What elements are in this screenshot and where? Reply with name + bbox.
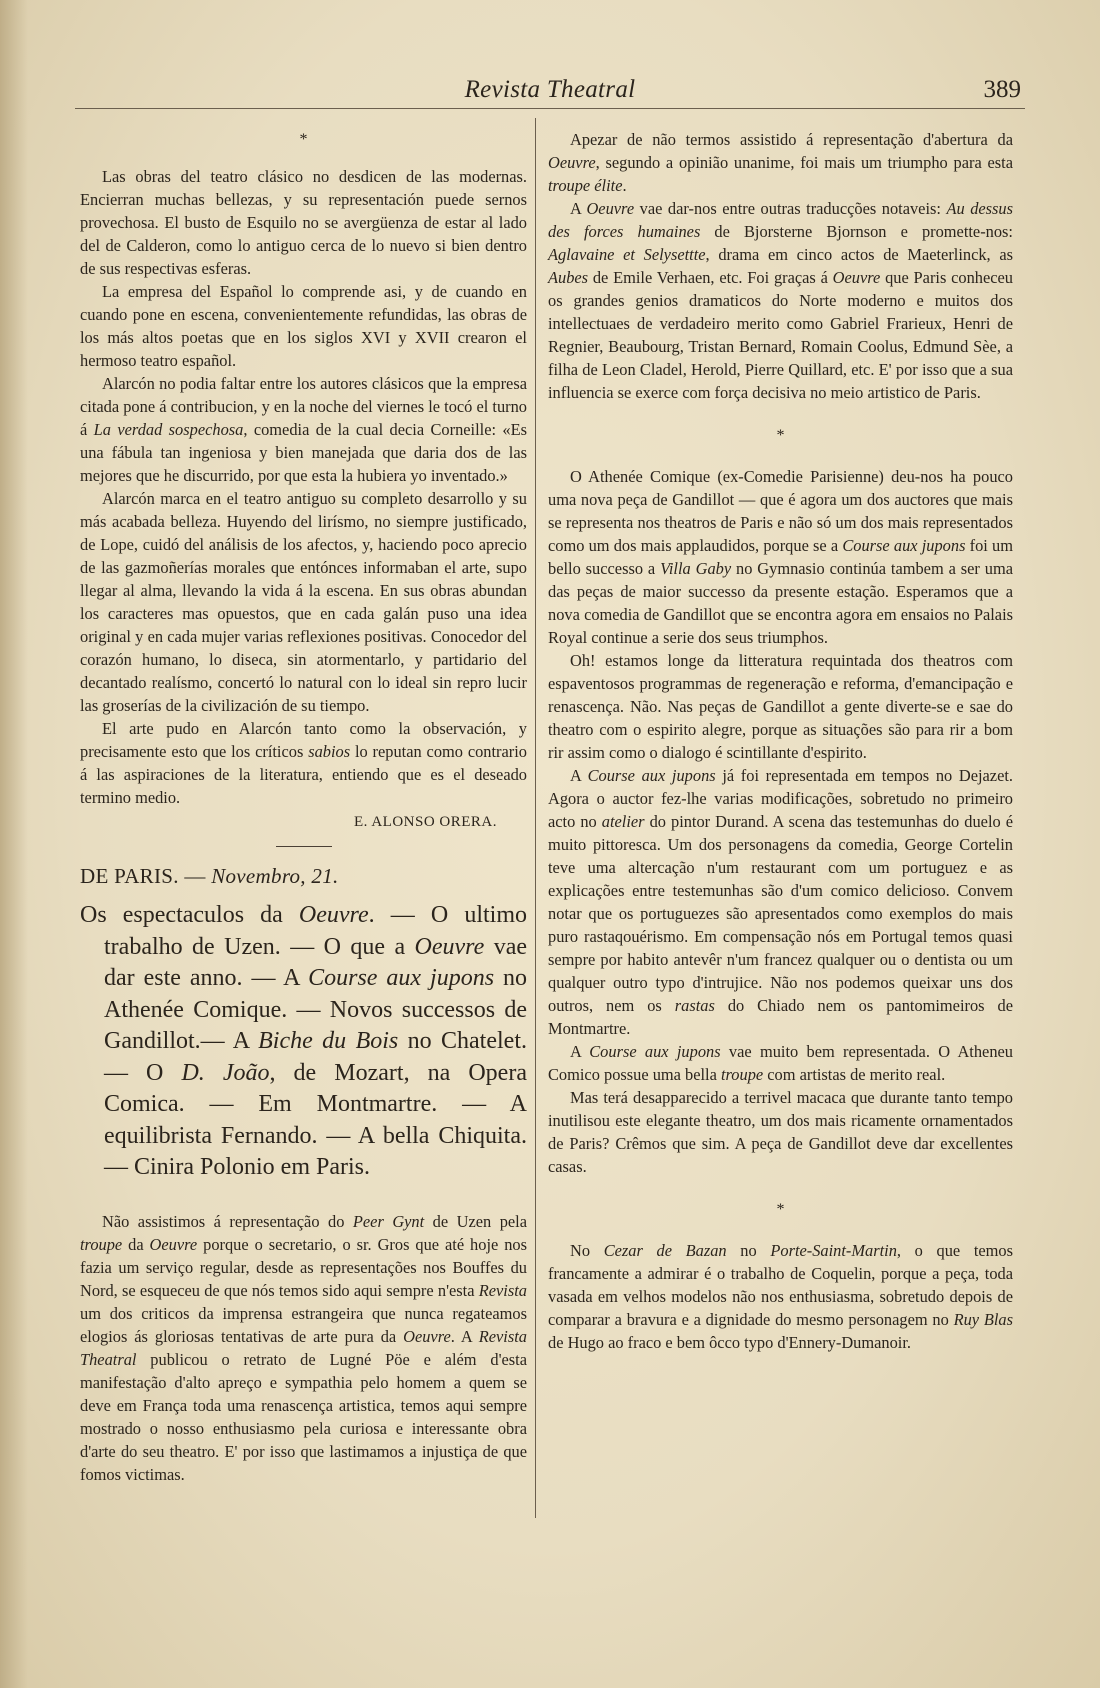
text: , comedia de la cual decia Corneille: «Es una fábula tan ingeniosa y bien manejada que daria dos de las mejores que he discurrido, por que esta la hubiera yo inventado.» — [80, 420, 528, 485]
text: Apezar de não termos assistido á representação d'abertura da — [570, 130, 1013, 149]
emphasis: atelier — [601, 812, 645, 831]
text: foi um bello successo a — [548, 536, 1013, 578]
emphasis: sabios — [308, 742, 351, 761]
text: vae muito bem representada. O Atheneu Comico possue uma bella — [548, 1042, 1013, 1084]
paragraph: Alarcón marca en el teatro antiguo su completo desarrollo y su más acabada belleza. Huyendo del lirísmo, no siempre justificado, de Lope, cuidó del análisis de los afectos, y, haciendo poco aprecio de las gazmoñerías morales que entónces informaban el arte, supo llegar al alma, llevando la vida á la escena. En sus obras abundan los caracteres mas opuestos, que en cada galán puso una idea original y en cada mujer varias reflexiones positivas. Conocedor del corazón humano, lo diseca, sin atormentarlo, y partidario del decantado realísmo, concertó lo natural con lo ideal sin repro lucir las groserías de la civilización de su tiempo. — [80, 489, 527, 715]
emphasis: rastas — [674, 996, 715, 1015]
asterism: * — [776, 1201, 785, 1218]
emphasis: troupe — [720, 1065, 764, 1084]
page-header — [75, 74, 1025, 109]
title: Oeuvre — [832, 268, 881, 287]
text: A — [570, 766, 588, 785]
text: O Athenée Comique (ex-Comedie Parisienne) deu-nos ha pouco uma nova peça de Gandillot — que é agora um dos auctores que mais se representa nos theatros de Paris e não só um dos mais representados como um dos mais applaudidos, porque se a — [548, 467, 1013, 555]
paragraph: Las obras del teatro clásico no desdicen de las modernas. Encierran muchas bellezas, y su representación puede sernos provechosa. El busto de Esquilo no se avergüenza de estar al lado del de Calderon, como lo antiguo cerca de lo nuevo si bien dentro de sus respectivas esferas. — [80, 167, 527, 278]
running-title: Revista Theatral — [464, 76, 636, 103]
paragraph — [548, 128, 1013, 197]
paragraph — [548, 1040, 1013, 1086]
left-column — [80, 128, 527, 1486]
title: Oeuvre — [149, 1234, 198, 1254]
paragraph — [548, 197, 1013, 404]
title: Course aux jupons — [842, 536, 966, 555]
text: A — [570, 1042, 590, 1061]
title: Cezar de Bazan — [603, 1241, 727, 1260]
text: . A — [450, 1326, 479, 1346]
text: , segundo a opinião unanime, foi mais um triumpho para esta — [595, 153, 1013, 172]
paragraph — [548, 465, 1013, 649]
paragraph — [80, 717, 527, 809]
text: Não assistimos á representação do — [102, 1211, 353, 1231]
text: A — [570, 199, 587, 218]
emphasis: troupe élite — [548, 176, 623, 195]
title: Course aux jupons — [308, 965, 495, 991]
text: vae dar este anno. — A — [104, 933, 527, 991]
text: . — O ultimo trabalho de Uzen. — O que a — [104, 902, 527, 960]
text: do Chiado nem os pantomimeiros de Montmartre. — [548, 996, 1013, 1038]
paragraph — [548, 764, 1013, 1040]
text: da — [122, 1234, 150, 1254]
title: Revista Theatral — [80, 1326, 527, 1369]
text: com artistas de merito real. — [763, 1065, 946, 1084]
emphasis: troupe — [80, 1234, 123, 1254]
text: . — [622, 176, 627, 195]
text: no — [726, 1241, 771, 1260]
column-divider — [535, 118, 536, 1518]
title: Oeuvre — [548, 153, 596, 172]
text: já foi representada em tempos no Dejazet. Agora o auctor fez-lhe varias modificações, sobretudo no primeiro acto no — [548, 766, 1014, 831]
paragraph: Oh! estamos longe da litteratura requintada dos theatros com espaventosos programmas de regeneração e reforma, d'emancipação e renascença. Não. Nas peças de Gandillot a gente diverte-se e sae do theatro com o espirito alegre, porque as situações são para rir a bom rir assim como o dialogo é scintillante d'espirito. — [548, 651, 1013, 762]
summary-text — [80, 900, 527, 1184]
text: de Bjorsterne Bjornson e promette-nos: — [700, 222, 1013, 241]
text: porque o secretario, o sr. Gros que até hoje nos fazia um serviço regular, desde as representações nos Bouffes du Nord, se esqueceu de que nós temos sido aqui sempre n'esta — [80, 1234, 527, 1300]
text: um dos criticos da imprensa estrangeira que nunca regateamos elogios ás gloriosas tentativas de arte pura da — [80, 1303, 527, 1346]
text: de Uzen pela — [424, 1211, 527, 1231]
title: Porte-Saint-Martin — [770, 1241, 897, 1260]
author-signature: E. ALONSO ORERA. — [353, 814, 497, 830]
text: , o que temos francamente a admirar é o trabalho de Coquelin, porque a peça, toda vasada em velhos modelos não nos enthusiasma, sobretudo depois de comparar a bravura e a dignidade do mesmo personagem no — [548, 1241, 1014, 1329]
paragraph — [548, 1239, 1013, 1354]
section-dash: — — [178, 864, 212, 888]
text: do pintor Durand. A scena das testemunhas do duelo é muito pittoresca. Um dos personagens da comedia, George Cortelin teve uma altercação n'um restaurant com um portuguez e as explicações entre testemunhas são d'um comico delicioso. Convem notar que os portuguezes são apresentados como exemplos do mais puro rastaqouérismo. Em compensação nós em Portugal temos quasi sempre por habito antevêr n'um francez qualquer ou o dentista ou um qualquer outro typo d'intrujice. Não nos podemos queixar uns dos outros, nem os — [548, 812, 1013, 1015]
paragraph: Mas terá desapparecido a terrivel macaca que durante tanto tempo inutilisou este elegante theatro, um dos mais ricamente ornamentados de Paris? Crêmos que sim. A peça de Gandillot deve dar excellentes casas. — [548, 1088, 1013, 1176]
text: vae dar-nos entre outras traducções notaveis: — [634, 199, 947, 218]
section-city: DE PARIS. — [80, 864, 179, 888]
title: Biche du Bois — [258, 1028, 399, 1054]
title: Course aux jupons — [589, 1042, 721, 1061]
title: Ruy Blas — [953, 1310, 1013, 1329]
text: No — [570, 1241, 604, 1260]
play-title: La verdad sospechosa — [93, 420, 244, 439]
text: , drama em cinco actos de Maeterlinck, as — [705, 245, 1013, 264]
text: Alarcón no podia faltar entre los autores clásicos que la empresa citada pone á contribucion, y en la noche del viernes le tocó el turno á — [80, 374, 527, 439]
title: D. João — [181, 1059, 270, 1086]
title: Oeuvre — [586, 199, 635, 218]
page-edge-shadow — [0, 0, 28, 1688]
text: lo reputan como contrario á las aspiraciones de la literatura, entiendo que es el deseado termino medio. — [80, 742, 527, 807]
asterism: * — [299, 131, 308, 148]
text: que Paris conheceu os grandes genios dramaticos do Norte moderno e muitos dos intellectuaes de verdadeiro merito como Gabriel Frarieux, Henri de Regnier, Beaubourg, Tristan Bernard, Romain Coolus, Edmund Sèe, a filha de Leon Cladel, Herold, Pierre Quillard, etc. E' por isso que a sua influencia se exerce com força decisiva no meio artistico de Paris. — [548, 268, 1014, 402]
section-heading — [80, 865, 527, 888]
text: publicou o retrato de Lugné Pöe e além d'esta manifestação d'alto apreço e sympathia pelo homem a quem se deve em França toda uma renascença artistica, temos aqui sempre mostrado o nosso enthusiasmo pela curiosa e interessante obra d'arte do seu theatro. E' por isso que lastimamos a injustiça de que fomos victimas. — [80, 1349, 527, 1484]
text: no Gymnasio continúa tambem a ser uma das peças de maior successo da presente estação. Esperamos que a nova comedia de Gandillot que se encontra agora em ensaios no Palais Royal continue a serie dos seus triumphos. — [548, 559, 1013, 647]
title: Villa Gaby — [660, 559, 732, 578]
text: El arte pudo en Alarcón tanto como la observación, y precisamente esto que los críticos — [80, 719, 527, 761]
paragraph — [80, 1210, 527, 1486]
text: de Emile Verhaen, etc. Foi graças á — [588, 268, 833, 287]
text: no Athenée Comique. — Novos successos de Gandillot.— A — [104, 965, 528, 1054]
title: Oeuvre — [414, 933, 485, 960]
title: Aglavaine et Selysettte — [548, 245, 706, 264]
right-column — [548, 128, 1013, 1354]
title: Au dessus des forces humaines — [548, 199, 1014, 241]
paragraph: La empresa del Español lo comprende asi, y de cuando en cuando pone en escena, convenientemente refundidas, las obras de los más altos poetas que en los siglos XVI y XVII crearon el hermoso teatro español. — [80, 282, 527, 370]
text: no Chatelet. — O — [104, 1028, 527, 1086]
title: Oeuvre — [403, 1326, 451, 1346]
text: , de Mozart, na Opera Comica. — Em Montmartre. — A equilibrista Fernando. — A bella Chiquita. — Cinira Polonio em Paris. — [104, 1059, 527, 1180]
title: Peer Gynt — [352, 1211, 425, 1231]
section-rule — [276, 846, 332, 847]
paragraph — [80, 372, 527, 487]
title: Course aux jupons — [587, 766, 716, 785]
title: Oeuvre — [298, 902, 369, 928]
text: Os espectaculos da — [80, 902, 299, 928]
section-date: Novembro, 21. — [211, 864, 339, 888]
title: Aubes — [548, 268, 589, 287]
asterism: * — [776, 427, 785, 444]
text: de Hugo ao fraco e bem ôcco typo d'Ennery-Dumanoir. — [548, 1333, 911, 1352]
section-summary — [80, 900, 527, 1184]
title: Revista — [478, 1280, 527, 1300]
page-number: 389 — [983, 76, 1021, 103]
